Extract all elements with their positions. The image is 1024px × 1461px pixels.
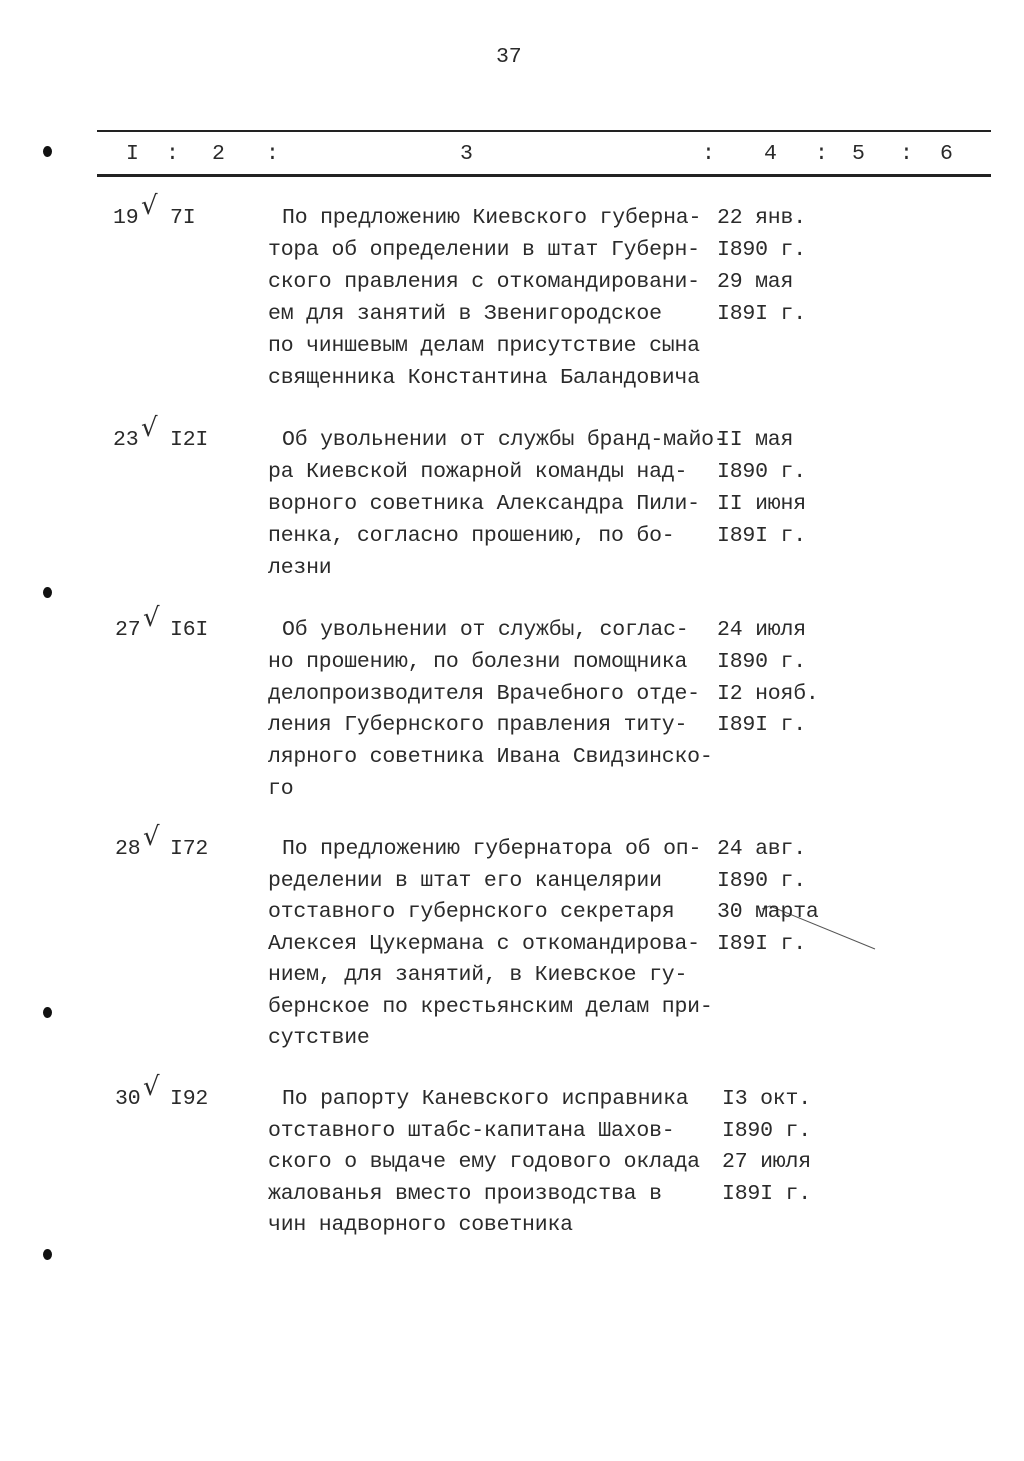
entry-date: 24 июля — [717, 618, 806, 642]
header-column-I: I — [126, 142, 139, 166]
header-separator: : — [166, 142, 179, 166]
check-mark-icon: √ — [141, 413, 158, 443]
entry-text-line: отставного штабс-капитана Шахов- — [268, 1118, 675, 1143]
entry-text-line: лезни — [268, 556, 332, 580]
entry-text-line: но прошению, по болезни помощника — [268, 649, 688, 674]
entry-text-line: По предложению губернатора об оп- — [282, 837, 702, 861]
entry-text-line: сутствие — [268, 1026, 370, 1050]
header-column-5: 5 — [852, 142, 865, 166]
entry-date: 29 мая — [717, 270, 794, 294]
entry-date: 30 марта — [717, 900, 819, 924]
entry-text-line: отставного губернского секретаря — [268, 900, 675, 924]
header-separator: : — [815, 142, 828, 166]
entry-date: I89I г. — [717, 931, 806, 956]
entry-text-line: ления Губернского правления титу- — [268, 713, 688, 738]
header-separator: : — [900, 142, 913, 166]
header-column-2: 2 — [212, 142, 225, 166]
entry-date: I890 г. — [717, 460, 806, 484]
entry-date: 24 авг. — [717, 837, 806, 861]
entry-text-line: По предложению Киевского губерна- — [282, 206, 702, 230]
entry-date: II июня — [717, 492, 806, 516]
entry-text-line: делопроизводителя Врачебного отде- — [268, 681, 700, 706]
entry-reference: I92 — [170, 1087, 209, 1111]
entry-date: I89I г. — [717, 713, 806, 738]
entry-text-line: жалованья вместо производства в — [268, 1181, 662, 1206]
entry-date: I89I г. — [722, 1181, 811, 1206]
binder-hole — [43, 1007, 52, 1018]
entry-date: I890 г. — [717, 868, 806, 893]
entry-date: I2 нояб. — [717, 681, 819, 706]
header-column-4: 4 — [764, 142, 777, 166]
header-column-3: 3 — [460, 142, 473, 166]
entry-text-line: го — [268, 777, 294, 801]
entry-text-line: Об увольнении от службы бранд-майо- — [282, 428, 727, 452]
entry-reference: 7I — [170, 206, 196, 230]
entry-text-line: ворного советника Александра Пили- — [268, 492, 700, 516]
entry-number: 23 — [113, 428, 139, 452]
entry-date: I3 окт. — [722, 1087, 811, 1111]
entry-text-line: ского правления с откомандировани- — [268, 270, 700, 294]
entry-number: 30 — [115, 1087, 141, 1111]
entry-text-line: чин надворного советника — [268, 1213, 573, 1237]
entry-date: I89I г. — [717, 302, 806, 326]
entry-reference: I2I — [170, 428, 209, 452]
entry-date: II мая — [717, 428, 794, 452]
entry-number: 27 — [115, 618, 141, 642]
entry-date: I89I г. — [717, 524, 806, 548]
entry-text-line: тора об определении в штат Губерн- — [268, 238, 700, 262]
entry-reference: I72 — [170, 837, 209, 861]
entry-number: 28 — [115, 837, 141, 861]
header-column-6: 6 — [940, 142, 953, 166]
entry-date: 22 янв. — [717, 206, 806, 230]
entry-text-line: нием, для занятий, в Киевское гу- — [268, 963, 688, 987]
entry-number: 19 — [113, 206, 139, 230]
binder-hole — [43, 1249, 52, 1260]
entry-text-line: лярного советника Ивана Свидзинско- — [268, 745, 713, 770]
check-mark-icon: √ — [143, 1072, 160, 1102]
entry-text-line: ем для занятий в Звенигородское — [268, 302, 662, 326]
entry-text-line: ского о выдаче ему годового оклада — [268, 1150, 700, 1174]
entry-date: I890 г. — [717, 649, 806, 674]
check-mark-icon: √ — [143, 822, 160, 852]
entry-text-line: Алексея Цукермана с откомандирова- — [268, 931, 700, 956]
binder-hole — [43, 587, 52, 598]
entry-text-line: ра Киевской пожарной команды над- — [268, 460, 688, 484]
page-number: 37 — [496, 45, 522, 69]
entry-text-line: По рапорту Каневского исправника — [282, 1087, 689, 1111]
entry-reference: I6I — [170, 618, 209, 642]
header-separator: : — [266, 142, 279, 166]
entry-text-line: пенка, согласно прошению, по бо- — [268, 524, 675, 548]
check-mark-icon: √ — [141, 191, 158, 221]
entry-text-line: Об увольнении от службы, соглас- — [282, 618, 689, 642]
check-mark-icon: √ — [143, 603, 160, 633]
entry-text-line: священника Константина Баландовича — [268, 366, 700, 390]
entry-date: I890 г. — [722, 1118, 811, 1143]
header-separator: : — [702, 142, 715, 166]
entry-date: 27 июля — [722, 1150, 811, 1174]
entry-text-line: по чиншевым делам присутствие сына — [268, 334, 700, 358]
entry-text-line: бернское по крестьянским делам при- — [268, 994, 713, 1019]
header-rule-bottom — [97, 174, 991, 177]
entry-date: I890 г. — [717, 238, 806, 262]
binder-hole — [43, 146, 52, 157]
entry-text-line: ределении в штат его канцелярии — [268, 868, 662, 893]
header-rule-top — [97, 130, 991, 132]
